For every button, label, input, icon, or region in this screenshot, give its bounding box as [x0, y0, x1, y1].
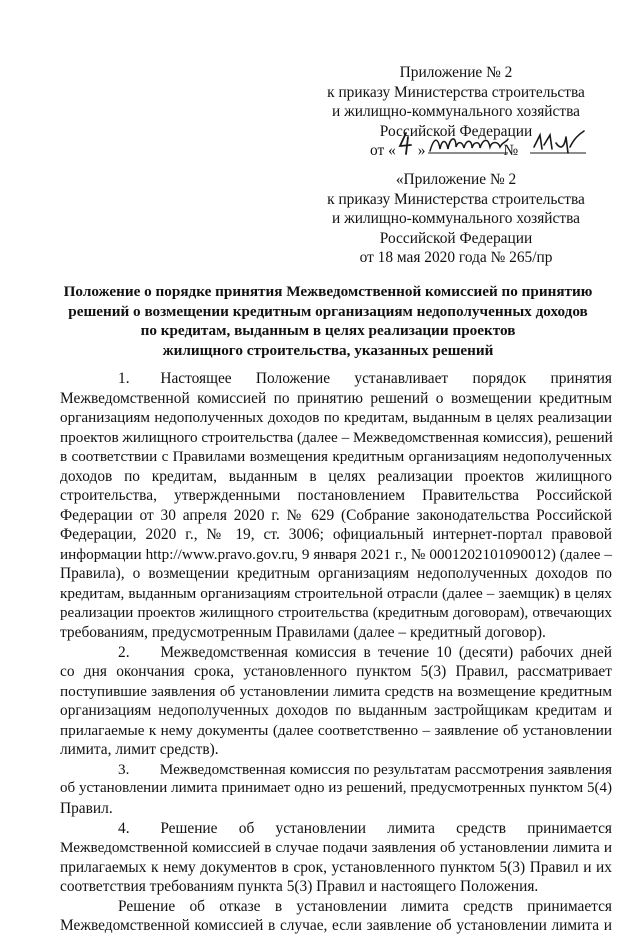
title-line: по кредитам, выданным в целях реализации проектов: [140, 322, 516, 339]
body-text-line: доходов по кредитам, выданным в целях реализации проектов жилищного: [60, 467, 612, 485]
body-text-line: проектов жилищного строительства (далее – Межведомственная комиссия), решений: [60, 428, 613, 446]
body-text-line: в соответствии с Правилами возмещения кредитным организациям недополученных: [60, 448, 612, 466]
body-text-line: Межведомственной комиссией в случае, если заявление об установлении лимита и: [60, 917, 612, 935]
body-text-line: строительства, утвержденными постановлением Правительства Российской: [60, 487, 612, 505]
date-quote-close: »: [417, 142, 426, 160]
body-text-line: требованиям, предусмотренным Правилами (далее – кредитный договор).: [60, 624, 546, 642]
handwritten-number-signature: [530, 129, 586, 157]
document-title: [60, 282, 596, 360]
document-body: [60, 369, 612, 936]
body-text-line: Правил.: [60, 800, 113, 818]
body-text-line: 1. Настоящее Положение устанавливает порядок принятия: [118, 370, 612, 387]
body-text-line: прилагаемые к нему документы (далее соответственно – заявление об установлении: [60, 721, 612, 739]
body-text-line: Межведомственной комиссией в случае подачи заявления об установлении лимита и: [60, 839, 612, 857]
date-number-line: [370, 141, 570, 161]
body-text-line: прилагаемых к нему документов в срок, установленного пунктом 5(3) Правил и их: [60, 858, 612, 876]
appendix-header-new: [318, 63, 594, 161]
title-line: решений о возмещении кредитным организациям недополученных доходов: [68, 302, 588, 320]
body-text-line: реализации проектов жилищного строительства (кредитным договорам), отвечающих: [60, 604, 612, 621]
body-text-line: 4. Решение об установлении лимита средств принимается: [118, 819, 612, 837]
body-text-line: кредитам, выданным организациям строительной отрасли (далее – заемщик) в целях: [60, 585, 612, 603]
title-line: жилищного строительства, указанных решений: [162, 341, 494, 359]
header-line: от 18 мая 2020 года № 265/пр: [359, 249, 553, 267]
body-text-line: Межведомственной комиссией по принятию решений о возмещении кредитным: [60, 389, 612, 407]
body-text-line: Федерации от 30 апреля 2020 г. № 629 (Собрание законодательства Российской: [60, 506, 612, 524]
body-text-line: организациям недополученных доходов по выданным застройщикам кредитам и: [60, 702, 612, 720]
header-line: Приложение № 2: [399, 64, 513, 81]
body-text-line: организациям недополученных доходов по кредитам, выданным в целях реализации: [60, 409, 612, 427]
header-line: к приказу Министерства строительства: [327, 83, 585, 101]
number-sign: №: [503, 142, 519, 160]
body-text-line: 3. Межведомственная комиссия по результатам рассмотрения заявления: [118, 760, 612, 778]
header-line: к приказу Министерства строительства: [327, 190, 585, 208]
date-prefix: от «: [370, 142, 396, 160]
body-text-line: соответствия требованиям пункта 5(3) Правил и настоящего Положения.: [60, 878, 539, 896]
body-text-line: 2. Межведомственная комиссия в течение 10 (десяти) рабочих дней: [118, 643, 612, 661]
header-line: Российской Федерации: [379, 122, 533, 140]
body-text-line: поступившие заявления об установлении лимита средств на возмещение кредитным: [60, 682, 612, 700]
body-text-line: лимита, лимит средств).: [60, 741, 219, 759]
header-line: и жилищно-коммунального хозяйства: [331, 103, 580, 121]
header-line: Российской Федерации: [379, 229, 533, 247]
appendix-header-old: [318, 170, 594, 268]
body-text-line: Решение об отказе в установлении лимита средств принимается: [118, 897, 612, 915]
header-line: и жилищно-коммунального хозяйства: [331, 210, 580, 228]
body-text-line: Федерации, 2020 г., № 19, ст. 3006; официальный интернет-портал правовой: [60, 526, 612, 544]
header-line: «Приложение № 2: [395, 171, 517, 188]
handwritten-day-signature: [396, 129, 416, 157]
header-date-line: [318, 141, 594, 161]
body-text-line: Правила), о возмещении кредитным организациям недополученных доходов по: [60, 565, 612, 583]
body-text-line: со дня окончания срока, установленного пунктом 5(3) Правил, рассматривает: [60, 663, 612, 681]
body-text-line: информации http://www.pravo.gov.ru, 9 января 2021 г., № 0001202101090012) (далее –: [60, 545, 612, 563]
handwritten-month-signature: [428, 129, 510, 157]
title-line: Положение о порядке принятия Межведомственной комиссией по принятию: [63, 283, 593, 300]
body-text-line: об установлении лимита принимает одно из решений, предусмотренных пунктом 5(4): [60, 780, 612, 797]
